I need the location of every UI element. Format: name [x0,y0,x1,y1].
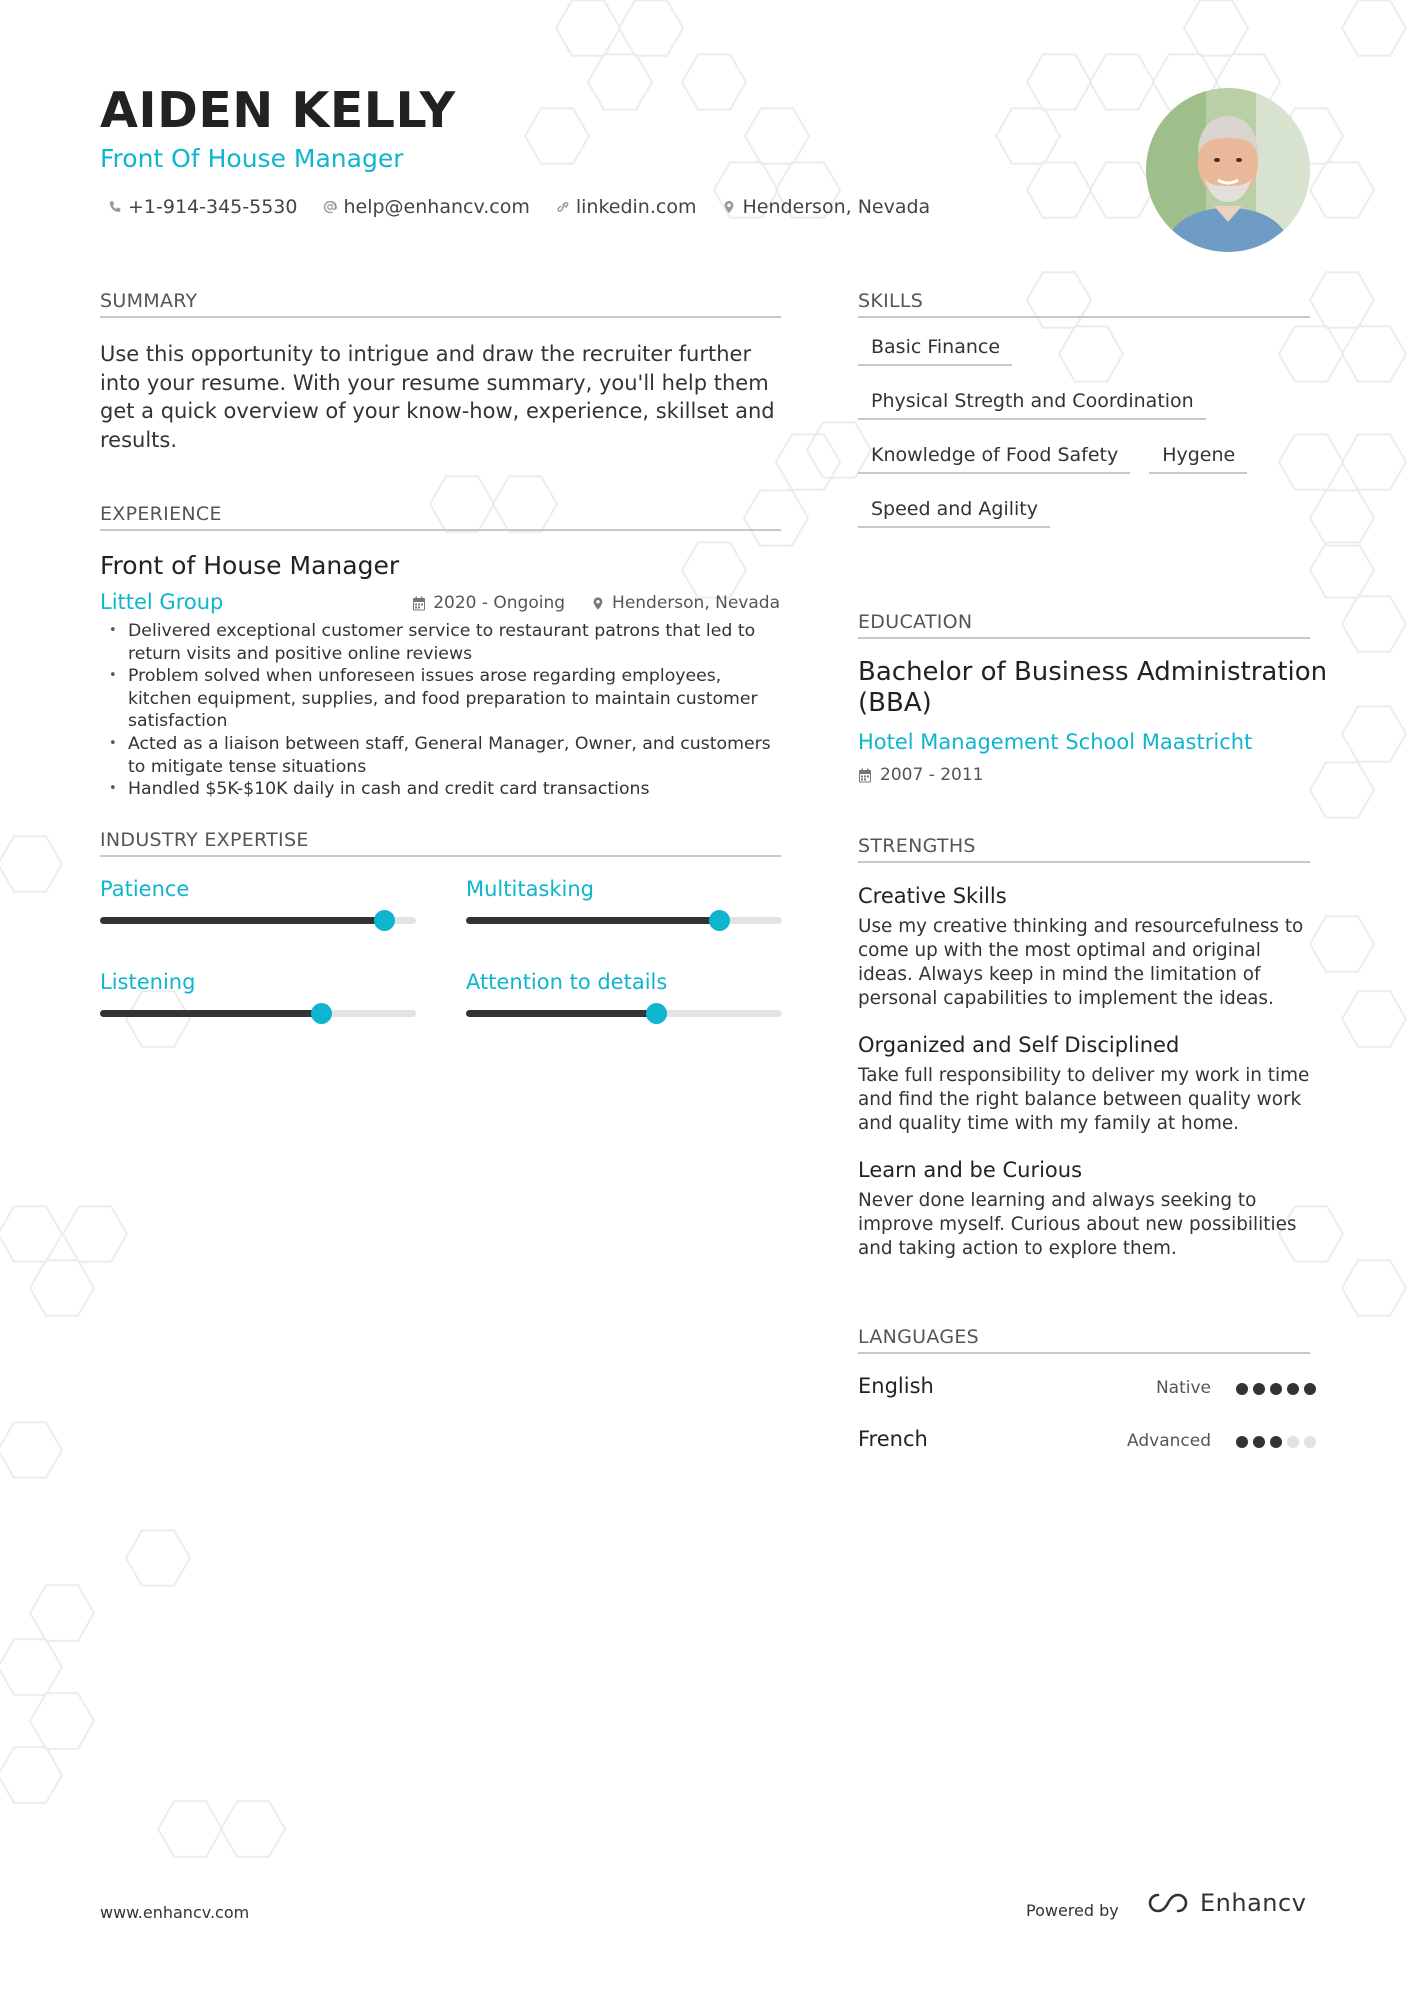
strength-title: Learn and be Curious [858,1158,1083,1182]
location-text: Henderson, Nevada [742,196,931,218]
skills-divider [858,316,1310,318]
map-pin-icon [722,200,736,214]
expertise-label: Attention to details [466,970,668,994]
language-item [858,1427,1316,1457]
language-dots [1236,1436,1316,1448]
strengths-heading: STRENGTHS [858,835,976,857]
expertise-bar-knob [311,1003,332,1024]
experience-divider [100,529,781,531]
linkedin-contact[interactable] [556,196,697,218]
language-dot-filled [1236,1383,1248,1395]
expertise-item [466,970,782,994]
job-title: Front of House Manager [100,551,400,580]
calendar-icon [858,768,872,783]
strength-title: Organized and Self Disciplined [858,1033,1180,1057]
at-icon [323,200,337,214]
expertise-bar [466,917,782,924]
summary-text: Use this opportunity to intrigue and draw the recruiter further into your resume. With your resume summary, you'll help them get a quick overview of your know-how, experience, skillset and results. [100,342,775,452]
education-school: Hotel Management School Maastricht [858,730,1253,754]
skill-tag: Knowledge of Food Safety [858,444,1130,474]
strengths-divider [858,861,1310,863]
phone-text: +1-914-345-5530 [128,196,298,218]
language-dot-filled [1253,1383,1265,1395]
language-dot-empty [1304,1436,1316,1448]
language-dot-filled [1236,1436,1248,1448]
expertise-bar [100,917,416,924]
enhancv-logo-text: Enhancv [1200,1889,1307,1917]
expertise-label: Listening [100,970,196,994]
expertise-divider [100,855,781,857]
footer-powered-by: Powered by [1026,1901,1119,1920]
job-bullet: • Problem solved when unforeseen issues arose regarding employees, kitchen equipment, supplies, and food preparation to maintain customer satisfaction [100,665,790,733]
language-dot-filled [1270,1436,1282,1448]
expertise-item [100,877,416,901]
phone-icon [108,200,122,214]
location-contact [722,196,930,218]
language-dot-empty [1287,1436,1299,1448]
experience-heading: EXPERIENCE [100,503,222,525]
strength-item [858,1033,1318,1136]
language-dots [1236,1383,1316,1395]
education-divider [858,637,1310,639]
expertise-bar-knob [374,910,395,931]
strength-title: Creative Skills [858,884,1007,908]
email-text: help@enhancv.com [343,196,530,218]
expertise-bar-fill [466,917,719,924]
language-dot-filled [1270,1383,1282,1395]
job-bullets [100,620,790,801]
enhancv-logo-icon [1144,1889,1190,1917]
job-bullet: • Acted as a liaison between staff, General Manager, Owner, and customers to mitigate tense situations [100,733,790,778]
expertise-bar-fill [466,1010,656,1017]
education-dates [858,765,983,785]
strength-description: Use my creative thinking and resourcefulness to come up with the most optimal and original ideas. Always keep in mind the limitation of personal capabilities to implement the ideas. [858,916,1304,1009]
calendar-icon [412,596,426,611]
summary-heading: SUMMARY [100,290,198,312]
strength-description: Take full responsibility to deliver my work in time and find the right balance between quality work and quality time with my family at home. [858,1065,1310,1134]
skill-tag: Basic Finance [858,336,1012,366]
strength-item [858,1158,1318,1261]
job-company: Littel Group [100,590,224,614]
expertise-bar-knob [646,1003,667,1024]
expertise-item [466,877,782,901]
footer-website-link[interactable]: www.enhancv.com [100,1903,250,1922]
job-location-text: Henderson, Nevada [612,593,780,613]
email-contact[interactable] [323,196,529,218]
skills-heading: SKILLS [858,290,924,312]
linkedin-text: linkedin.com [575,196,697,218]
language-name: French [858,1427,928,1451]
language-dot-filled [1304,1383,1316,1395]
strengths-list [858,884,1318,1283]
languages-heading: LANGUAGES [858,1326,980,1348]
language-dot-filled [1253,1436,1265,1448]
expertise-bar [100,1010,416,1017]
strength-description: Never done learning and always seeking to improve myself. Curious about new possibilities and taking action to explore them. [858,1190,1297,1259]
phone-contact[interactable] [108,196,297,218]
education-degree: Bachelor of Business Administration (BBA) [858,657,1328,718]
job-bullet: • Handled $5K-$10K daily in cash and credit card transactions [100,778,790,801]
contact-row [108,196,930,218]
expertise-item [100,970,416,994]
language-item [858,1374,1316,1404]
skills-list [858,336,1318,552]
profile-photo [1146,88,1310,252]
expertise-bar-fill [100,1010,321,1017]
job-dates [412,593,565,613]
language-dot-filled [1287,1383,1299,1395]
summary-divider [100,316,781,318]
enhancv-logo[interactable] [1144,1889,1306,1917]
map-pin-icon [591,596,605,611]
expertise-bar-fill [100,917,384,924]
languages-divider [858,1352,1310,1354]
expertise-heading: INDUSTRY EXPERTISE [100,829,309,851]
expertise-bar [466,1010,782,1017]
language-level: Native [1155,1378,1211,1398]
language-level: Advanced [1127,1431,1211,1451]
education-dates-text: 2007 - 2011 [880,765,984,785]
skill-tag: Hygene [1149,444,1247,474]
language-name: English [858,1374,934,1398]
candidate-name: AIDEN KELLY [100,82,456,139]
expertise-label: Multitasking [466,877,595,901]
job-location [591,593,780,613]
job-meta [412,593,780,613]
candidate-role: Front Of House Manager [100,144,404,173]
strength-item [858,884,1318,1011]
expertise-label: Patience [100,877,190,901]
expertise-bar-knob [709,910,730,931]
education-heading: EDUCATION [858,611,973,633]
skill-tag: Speed and Agility [858,498,1050,528]
link-icon [556,200,570,214]
job-bullet: • Delivered exceptional customer service to restaurant patrons that led to return visits and positive online reviews [100,620,790,665]
skill-tag: Physical Stregth and Coordination [858,390,1206,420]
job-dates-text: 2020 - Ongoing [433,593,566,613]
